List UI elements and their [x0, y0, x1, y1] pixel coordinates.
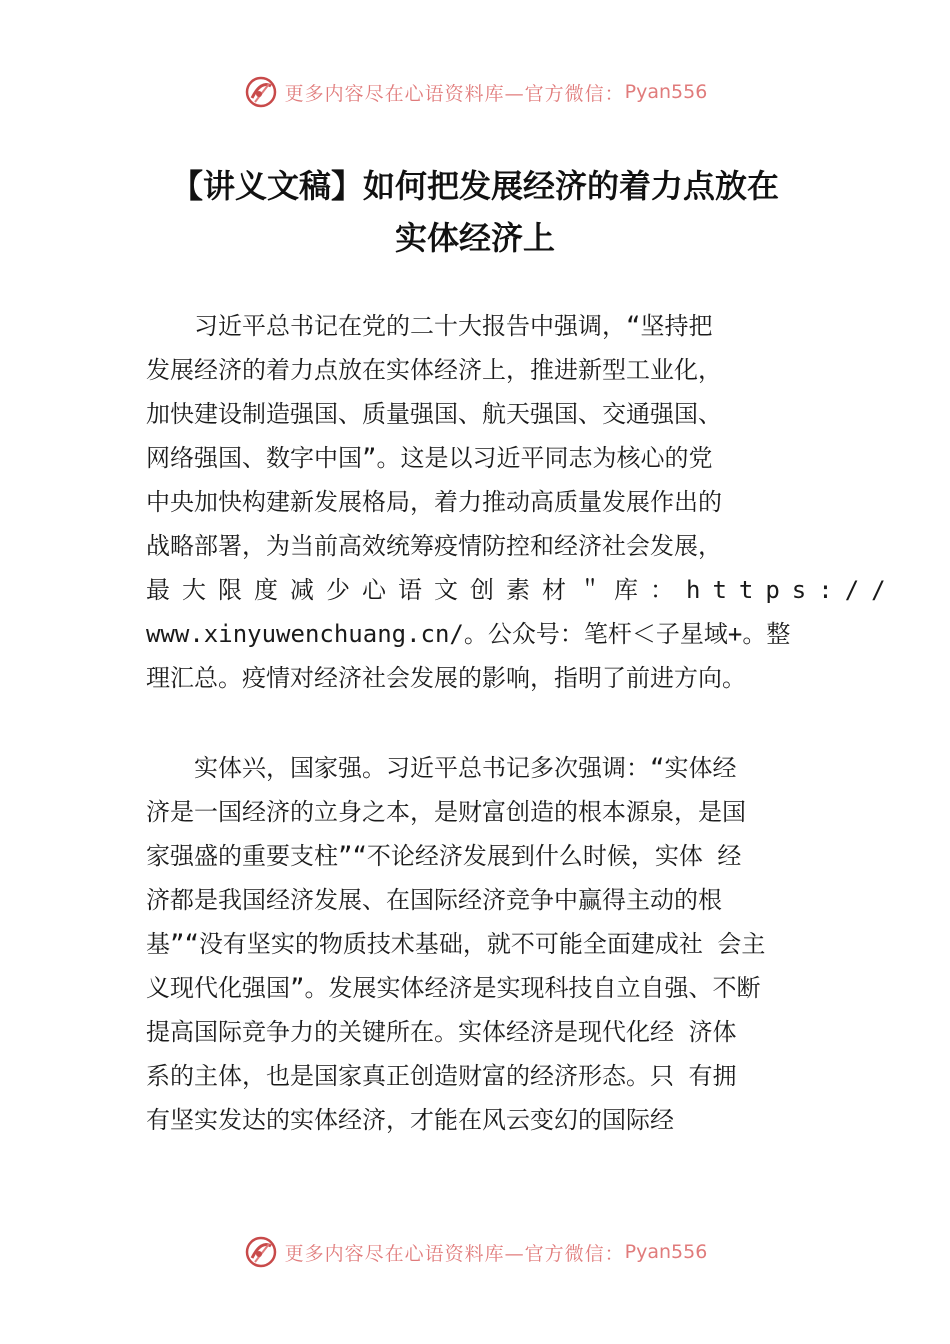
paragraph-1-line: 中央加快构建新发展格局，着力推动高质量发展作出的	[146, 488, 722, 516]
paragraph-2	[146, 746, 826, 1142]
header-wechat-id: Pyan556	[624, 81, 708, 103]
paragraph-2-line: 济是一国经济的立身之本，是财富创造的根本源泉，是国	[146, 798, 746, 826]
paragraph-1-line: 习近平总书记在党的二十大报告中强调，“坚持把	[146, 312, 713, 340]
footer-wechat-id: Pyan556	[624, 1241, 708, 1263]
paragraph-2-line: 系的主体，也是国家真正创造财富的经济形态。只 有拥	[146, 1062, 737, 1090]
brand-logo-icon	[243, 74, 279, 110]
title-line-1: 【讲义文稿】如何把发展经济的着力点放在	[170, 167, 779, 205]
paragraph-1-line: 发展经济的着力点放在实体经济上，推进新型工业化，	[146, 356, 722, 384]
paragraph-1-line: 网络强国、数字中国”。这是以习近平同志为核心的党	[146, 444, 713, 472]
paragraph-1	[146, 304, 898, 700]
paragraph-2-line: 基”“没有坚实的物质技术基础，就不可能全面建成社 会主	[146, 930, 766, 958]
paragraph-2-line: 有坚实发达的实体经济，才能在风云变幻的国际经	[146, 1106, 674, 1134]
footer-banner-text: 更多内容尽在心语资料库—官方微信：	[284, 1242, 625, 1265]
paragraph-1-line: 战略部署，为当前高效统筹疫情防控和经济社会发展，	[146, 532, 722, 560]
paragraph-2-line: 义现代化强国”。发展实体经济是实现科技自立自强、不断	[146, 974, 761, 1002]
paragraph-1-line: www.xinyuwenchuang.cn/。公众号：笔杆＜子星域+。整	[146, 620, 791, 648]
header-banner	[0, 72, 950, 112]
title-line-2: 实体经济上	[394, 219, 555, 257]
paragraph-2-line: 济都是我国经济发展、在国际经济竞争中赢得主动的根	[146, 886, 722, 914]
document-title	[90, 160, 860, 264]
paragraph-1-line: 最大限度减少心语文创素材＂库：https://	[146, 576, 898, 604]
paragraph-2-line: 提高国际竞争力的关键所在。实体经济是现代化经 济体	[146, 1018, 737, 1046]
header-banner-text: 更多内容尽在心语资料库—官方微信：	[284, 82, 625, 105]
paragraph-1-line: 加快建设制造强国、质量强国、航天强国、交通强国、	[146, 400, 722, 428]
brand-logo-icon	[243, 1234, 279, 1270]
paragraph-2-line: 家强盛的重要支柱”“不论经济发展到什么时候，实体 经	[146, 842, 742, 870]
footer-banner	[0, 1232, 950, 1272]
paragraph-1-line: 理汇总。疫情对经济社会发展的影响，指明了前进方向。	[146, 664, 746, 692]
paragraph-2-line: 实体兴，国家强。习近平总书记多次强调：“实体经	[146, 754, 737, 782]
